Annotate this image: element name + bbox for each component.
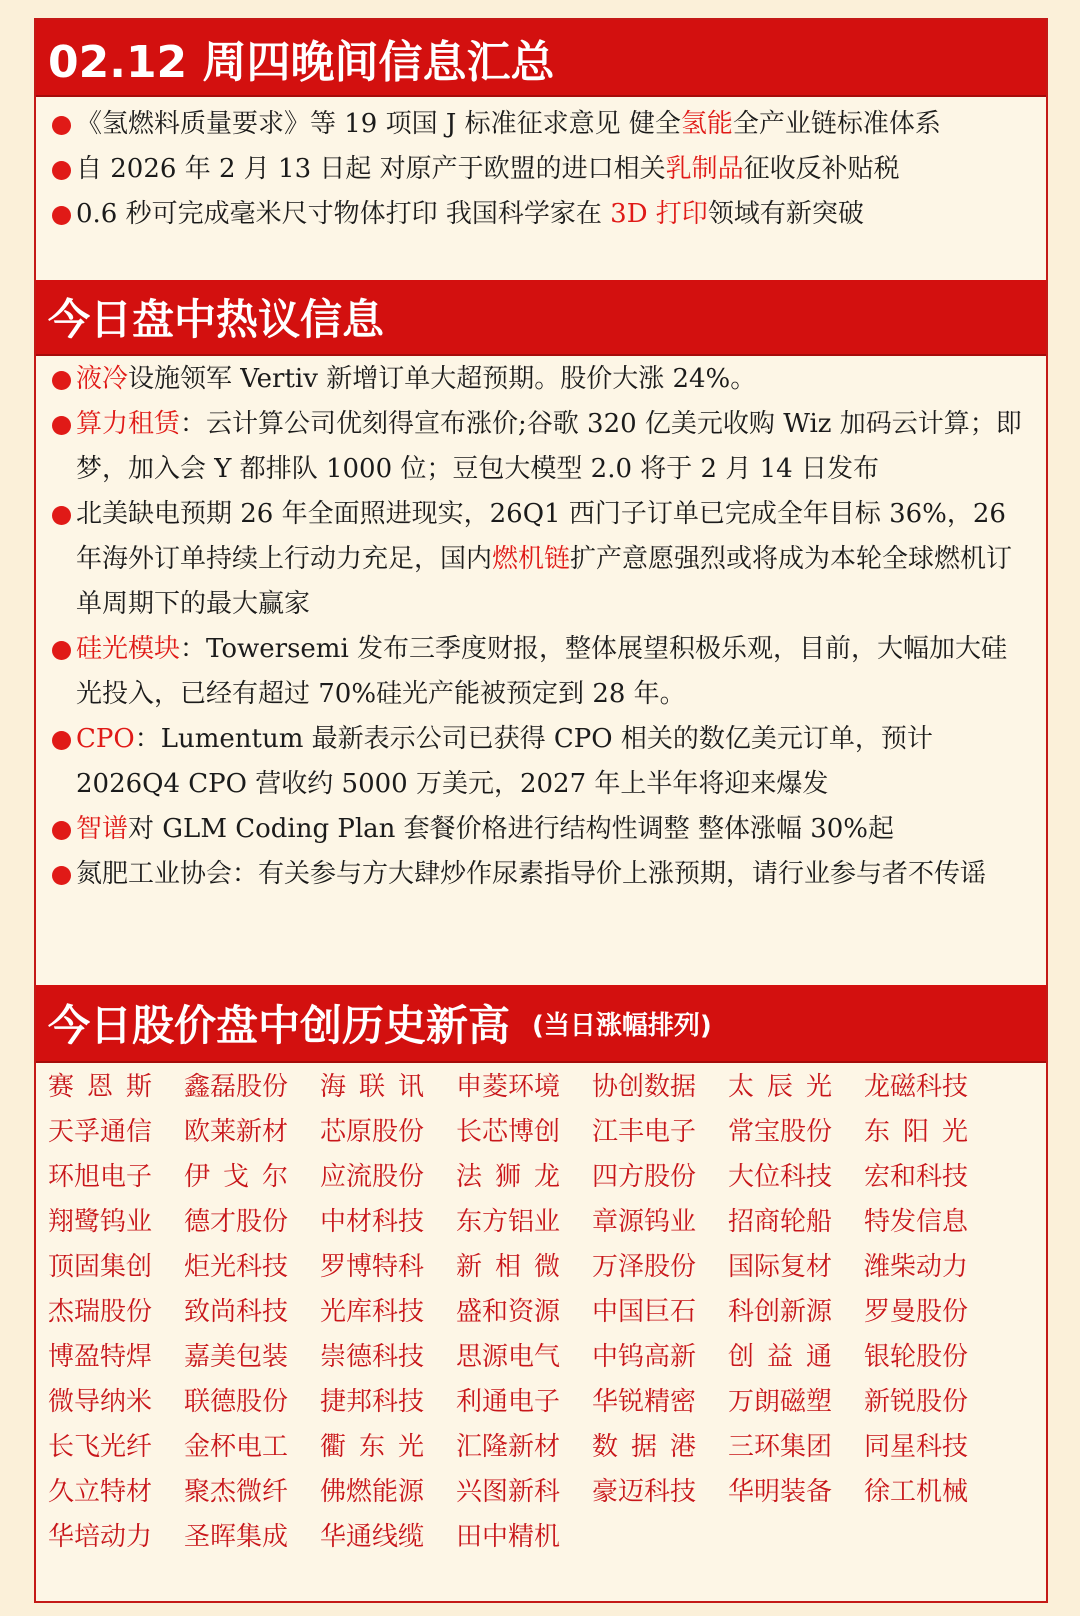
stock-name: 联德股份: [184, 1387, 289, 1417]
stock-name: 长芯博创: [456, 1117, 561, 1147]
stock-name: 国际复材: [728, 1252, 833, 1282]
stock-name: 微导纳米: [48, 1387, 153, 1417]
stock-name: 章源钨业: [592, 1207, 697, 1237]
stock-name: 中国巨石: [592, 1297, 697, 1327]
stock-name: 大位科技: [728, 1162, 833, 1192]
stock-name: 同星科技: [864, 1432, 969, 1462]
stock-name: 科创新源: [728, 1297, 833, 1327]
section-highs-subtitle: (当日涨幅排列): [532, 1010, 712, 1041]
stock-name: 万朗磁塑: [728, 1387, 833, 1417]
news-text: 北美缺电预期 26 年全面照进现实，26Q1 西门子订单已完成全年目标 36%，26 年海外订单持续上行动力充足，国内: [76, 499, 1006, 574]
news-item: [50, 147, 1030, 192]
news-item: [50, 102, 1030, 147]
record-high-stock-grid: [48, 1065, 1000, 1560]
stock-name: 特发信息: [864, 1207, 969, 1237]
bullet-dot-icon: [52, 641, 71, 660]
bullet-dot-icon: [52, 206, 71, 225]
stock-name: 光库科技: [320, 1297, 425, 1327]
stock-name: 中钨高新: [592, 1342, 697, 1372]
section-hot-title: 今日盘中热议信息: [48, 295, 385, 344]
stock-name: 华明装备: [728, 1477, 833, 1507]
stock-name: 华锐精密: [592, 1387, 697, 1417]
stock-name: 金杯电工: [184, 1432, 289, 1462]
bullet-dot-icon: [52, 161, 71, 180]
stock-name: 博盈特焊: [48, 1342, 153, 1372]
news-text: 氮肥工业协会：有关参与方大肆炒作尿素指导价上涨预期，请行业参与者不传谣: [76, 859, 987, 889]
evening-news-list: [50, 102, 1030, 237]
news-text: 设施领军 Vertiv 新增订单大超预期。股价大涨 24%。: [128, 364, 757, 394]
stock-name: 江丰电子: [592, 1117, 697, 1147]
report-frame: [34, 18, 1048, 1603]
stock-name: 协创数据: [592, 1072, 697, 1102]
news-text: 征收反补贴税: [743, 154, 900, 184]
highlight-keyword: 算力租赁: [76, 409, 181, 439]
stock-name: 新锐股份: [864, 1387, 969, 1417]
section-evening-banner: [36, 20, 1046, 97]
stock-name: 兴图新科: [456, 1477, 561, 1507]
news-text: 扩产意愿强烈或将成为本轮全球燃机订单周期下的最大赢家: [76, 544, 1013, 619]
stock-name: 东方铝业: [456, 1207, 561, 1237]
stock-name: 潍柴动力: [864, 1252, 969, 1282]
stock-name: 田中精机: [456, 1522, 561, 1552]
stock-name: 中材科技: [320, 1207, 425, 1237]
stock-name: 赛恩斯: [48, 1072, 166, 1102]
news-text: ：Towersemi 发布三季度财报，整体展望积极乐观，目前，大幅加大硅光投入，已经有超过 70%硅光产能被预定到 28 年。: [76, 634, 1008, 709]
stock-name: 宏和科技: [864, 1162, 969, 1192]
news-item: [50, 807, 1030, 852]
highlight-keyword: 硅光模块: [76, 634, 181, 664]
section-evening-title: 02.12 周四晚间信息汇总: [48, 36, 555, 88]
stock-name: 申菱环境: [456, 1072, 561, 1102]
news-text: 对 GLM Coding Plan 套餐价格进行结构性调整 整体涨幅 30%起: [128, 814, 895, 844]
news-text: ：云计算公司优刻得宣布涨价;谷歌 320 亿美元收购 Wiz 加码云计算；即梦，加入会 Y 都排队 1000 位；豆包大模型 2.0 将于 2 月 14 日发布: [76, 409, 1022, 484]
stock-name: 四方股份: [592, 1162, 697, 1192]
stock-name: 炬光科技: [184, 1252, 289, 1282]
section-highs-title: 今日股价盘中创历史新高: [48, 1001, 511, 1050]
news-item: [50, 627, 1030, 717]
stock-name: 圣晖集成: [184, 1522, 289, 1552]
highlight-keyword: 3D 打印: [610, 199, 708, 229]
bullet-dot-icon: [52, 731, 71, 750]
stock-name: 法狮龙: [456, 1162, 574, 1192]
stock-name: 罗曼股份: [864, 1297, 969, 1327]
stock-name: 汇隆新材: [456, 1432, 561, 1462]
stock-name: 久立特材: [48, 1477, 153, 1507]
bullet-dot-icon: [52, 416, 71, 435]
stock-name: 数据港: [592, 1432, 710, 1462]
highlight-keyword: 乳制品: [665, 154, 744, 184]
news-item: [50, 717, 1030, 807]
stock-name: 鑫磊股份: [184, 1072, 289, 1102]
stock-name: 思源电气: [456, 1342, 561, 1372]
stock-name: 杰瑞股份: [48, 1297, 153, 1327]
stock-name: 利通电子: [456, 1387, 561, 1417]
stock-name: 嘉美包装: [184, 1342, 289, 1372]
news-item: [50, 492, 1030, 627]
bullet-dot-icon: [52, 116, 71, 135]
news-text: 《氢燃料质量要求》等 19 项国 J 标准征求意见 健全: [76, 109, 681, 139]
news-text: ：Lumentum 最新表示公司已获得 CPO 相关的数亿美元订单，预计 2026Q4 CPO 营收约 5000 万美元，2027 年上半年将迎来爆发: [76, 724, 933, 799]
stock-name: 招商轮船: [728, 1207, 833, 1237]
news-text: 领域有新突破: [707, 199, 864, 229]
stock-name: 环旭电子: [48, 1162, 153, 1192]
stock-name: 聚杰微纤: [184, 1477, 289, 1507]
news-item: [50, 192, 1030, 237]
stock-name: 龙磁科技: [864, 1072, 969, 1102]
stock-name: 万泽股份: [592, 1252, 697, 1282]
hot-topics-list: [50, 357, 1030, 897]
stock-name: 东阳光: [864, 1117, 982, 1147]
stock-name: 创益通: [728, 1342, 846, 1372]
news-item: [50, 357, 1030, 402]
bullet-dot-icon: [52, 506, 71, 525]
stock-name: 致尚科技: [184, 1297, 289, 1327]
highlight-keyword: 智谱: [76, 814, 129, 844]
stock-name: 华培动力: [48, 1522, 153, 1552]
stock-name: 伊戈尔: [184, 1162, 302, 1192]
stock-name: 天孚通信: [48, 1117, 153, 1147]
bullet-dot-icon: [52, 866, 71, 885]
stock-name: 三环集团: [728, 1432, 833, 1462]
stock-name: 罗博特科: [320, 1252, 425, 1282]
stock-name: 常宝股份: [728, 1117, 833, 1147]
stock-name: 长飞光纤: [48, 1432, 153, 1462]
stock-name: 徐工机械: [864, 1477, 969, 1507]
highlight-keyword: 燃机链: [492, 544, 571, 574]
stock-name: 华通线缆: [320, 1522, 425, 1552]
stock-name: 捷邦科技: [320, 1387, 425, 1417]
stock-name: 佛燃能源: [320, 1477, 425, 1507]
stock-name: 崇德科技: [320, 1342, 425, 1372]
news-text: 全产业链标准体系: [732, 109, 941, 139]
news-item: [50, 852, 1030, 897]
stock-name: 应流股份: [320, 1162, 425, 1192]
stock-name: 衢东光: [320, 1432, 438, 1462]
stock-name: 银轮股份: [864, 1342, 969, 1372]
stock-name: 太辰光: [728, 1072, 846, 1102]
section-highs-banner: [36, 985, 1046, 1063]
bullet-dot-icon: [52, 371, 71, 390]
stock-name: 海联讯: [320, 1072, 438, 1102]
highlight-keyword: 液冷: [76, 364, 129, 394]
stock-name: 翔鹭钨业: [48, 1207, 153, 1237]
stock-name: 新相微: [456, 1252, 574, 1282]
stock-name: 顶固集创: [48, 1252, 153, 1282]
stock-name: 豪迈科技: [592, 1477, 697, 1507]
news-text: 自 2026 年 2 月 13 日起 对原产于欧盟的进口相关: [76, 154, 666, 184]
news-text: 0.6 秒可完成毫米尺寸物体打印 我国科学家在: [76, 199, 611, 229]
stock-name: 芯原股份: [320, 1117, 425, 1147]
section-hot-banner: [36, 280, 1046, 356]
news-item: [50, 402, 1030, 492]
bullet-dot-icon: [52, 821, 71, 840]
stock-name: 欧莱新材: [184, 1117, 289, 1147]
stock-name: 盛和资源: [456, 1297, 561, 1327]
highlight-keyword: 氢能: [680, 109, 733, 139]
highlight-keyword: CPO: [76, 724, 135, 754]
stock-name: 德才股份: [184, 1207, 289, 1237]
